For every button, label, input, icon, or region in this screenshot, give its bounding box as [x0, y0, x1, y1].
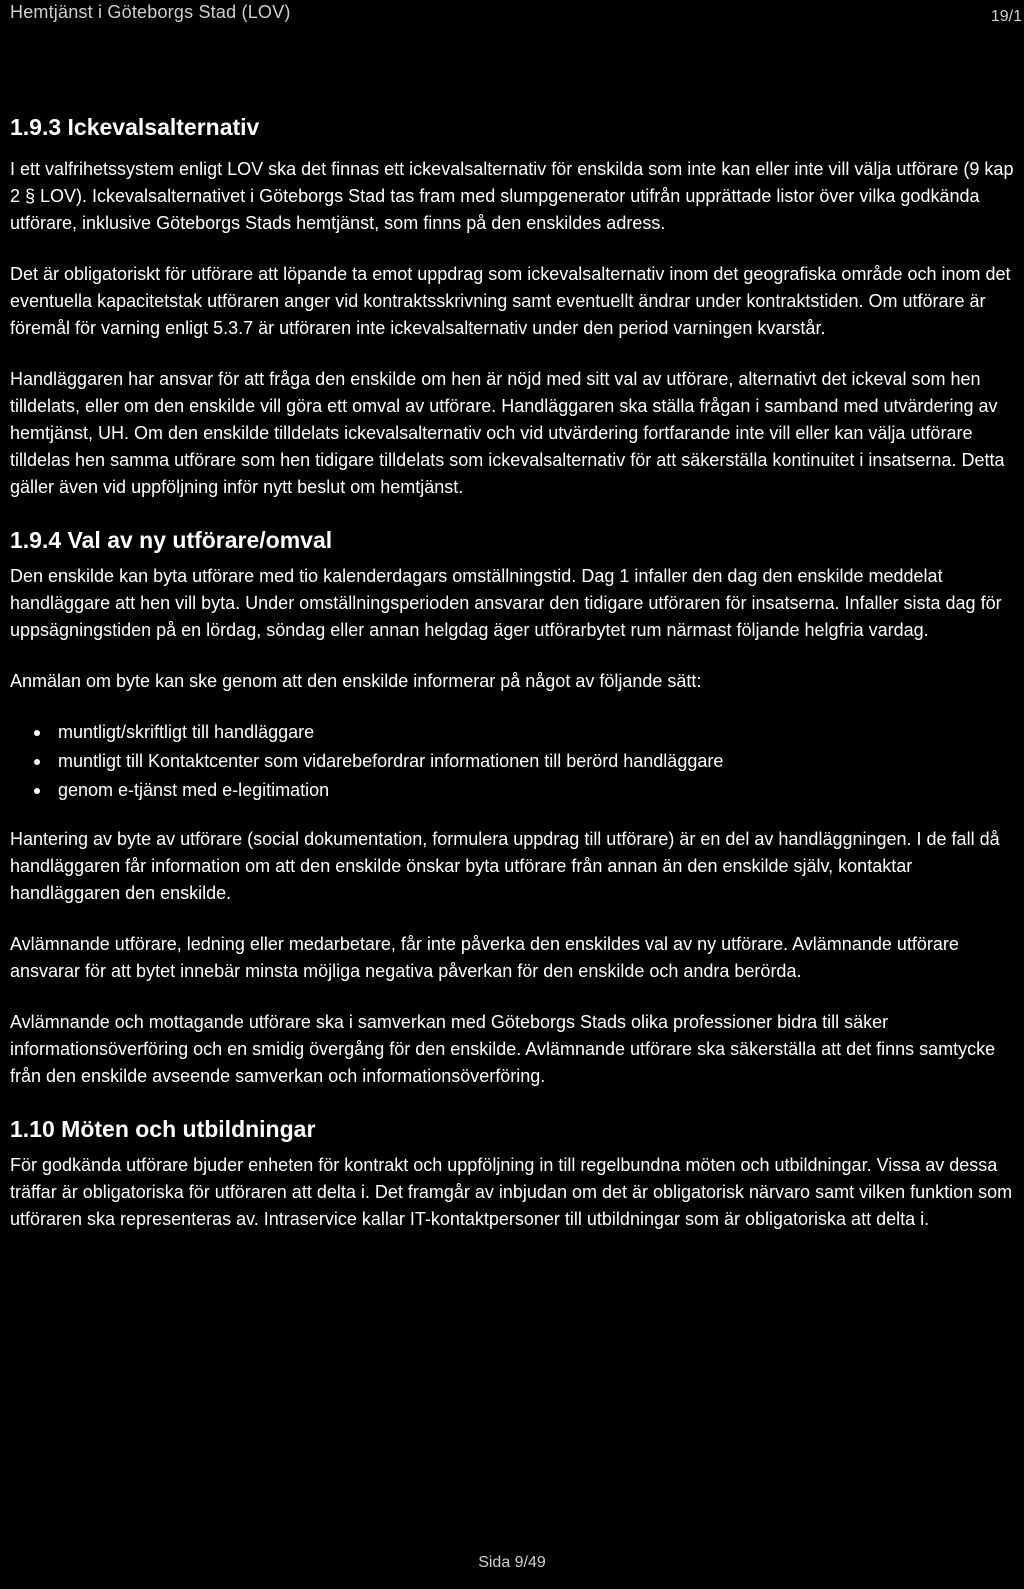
list-item	[10, 748, 1020, 775]
section-heading: 1.10 Möten och utbildningar	[10, 1116, 316, 1142]
list-item-text: muntligt/skriftligt till handläggare	[58, 722, 315, 742]
running-header: Hemtjänst i Göteborgs Stad (LOV)	[10, 2, 291, 22]
paragraph: Det är obligatoriskt för utförare att löpande ta emot uppdrag som ickevalsalternativ inom det geografiska område och inom det eventuella kapacitetstak utföraren anger vid kontraktsskrivning samt eventuellt ändrar under kontraktstiden. Om utförare är föremål för varning enligt 5.3.7 är utföraren inte ickevalsalternativ under den period varningen kvarstår.	[10, 264, 1011, 338]
bullet-icon	[34, 730, 40, 736]
list-item	[10, 719, 1020, 746]
bullet-icon	[34, 788, 40, 794]
paragraph: Anmälan om byte kan ske genom att den enskilde informerar på något av följande sätt:	[10, 671, 702, 691]
list-item-text: muntligt till Kontaktcenter som vidarebefordrar informationen till berörd handläggare	[58, 751, 724, 771]
document-body	[10, 112, 1020, 1257]
paragraph: Handläggaren har ansvar för att fråga den enskilde om hen är nöjd med sitt val av utförare, alternativt det ickeval som hen tilldelats, eller om den enskilde vill göra ett omval av utförare. Handläggaren ska ställa frågan i samband med utvärdering av hemtjänst, UH. Om den enskilde tilldelats ickevalsalternativ och vid utvärdering fortfarande inte vill eller kan välja utförare tilldelas hen samma utförare som hen tidigare tilldelats som ickevalsalternativ för att säkerställa kontinuitet i insatserna. Detta gäller även vid uppföljning inför nytt beslut om hemtjänst.	[10, 369, 1005, 497]
paragraph: För godkända utförare bjuder enheten för kontrakt och uppföljning in till regelbundna möten och utbildningar. Vissa av dessa träffar är obligatoriska för utföraren att delta i. Det framgår av inbjudan om det är obligatorisk närvaro samt vilken funktion som utföraren ska representeras av. Intraservice kallar IT-kontaktpersoner till utbildningar som är obligatoriska att delta i.	[10, 1155, 1013, 1229]
list-item-text: genom e-tjänst med e-legitimation	[58, 780, 330, 800]
section-ickevalsalternativ	[10, 112, 1020, 501]
bullet-list	[10, 719, 1020, 804]
page-reference: 19/1	[990, 8, 1022, 25]
paragraph: Den enskilde kan byta utförare med tio kalenderdagars omställningstid. Dag 1 infaller den dag den enskilde meddelat handläggare att hen vill byta. Under omställningsperioden ansvarar den tidigare utföraren för insatserna. Infaller sista dag för uppsägningstiden på en lördag, söndag eller annan helgdag äger utförarbytet rum närmast följande helgfria vardag.	[10, 566, 1002, 640]
paragraph: I ett valfrihetssystem enligt LOV ska det finnas ett ickevalsalternativ för enskilda som inte kan eller inte vill välja utförare (9 kap 2 § LOV). Ickevalsalternativet i Göteborgs Stad tas fram med slumpgenerator utifrån upprättade listor över vilka godkända utförare, inklusive Göteborgs Stads hemtjänst, som finns på den enskildes adress.	[10, 159, 1014, 233]
list-item	[10, 777, 1020, 804]
paragraph: Avlämnande och mottagande utförare ska i samverkan med Göteborgs Stads olika professioner bidra till säker informationsöverföring och en smidig övergång för den enskilde. Avlämnande utförare ska säkerställa att det finns samtycke från den enskilde avseende samverkan och informationsöverföring.	[10, 1012, 996, 1086]
bullet-icon	[34, 759, 40, 765]
paragraph: Hantering av byte av utförare (social dokumentation, formulera uppdrag till utförare) är en del av handläggningen. I de fall då handläggaren får information om att den enskilde önskar byta utförare från annan än den enskilde själv, kontaktar handläggaren den enskilde.	[10, 829, 1000, 903]
section-heading: 1.9.3 Ickevalsalternativ	[10, 114, 260, 140]
section-val-av-ny-utforare	[10, 525, 1020, 1090]
page-number: Sida 9/49	[478, 1554, 546, 1571]
section-heading: 1.9.4 Val av ny utförare/omval	[10, 527, 333, 553]
paragraph: Avlämnande utförare, ledning eller medarbetare, får inte påverka den enskildes val av ny utförare. Avlämnande utförare ansvarar för att bytet innebär minsta möjliga negativa påverkan för den enskilde och andra berörda.	[10, 934, 959, 981]
section-moten-och-utbildningar	[10, 1114, 1020, 1233]
